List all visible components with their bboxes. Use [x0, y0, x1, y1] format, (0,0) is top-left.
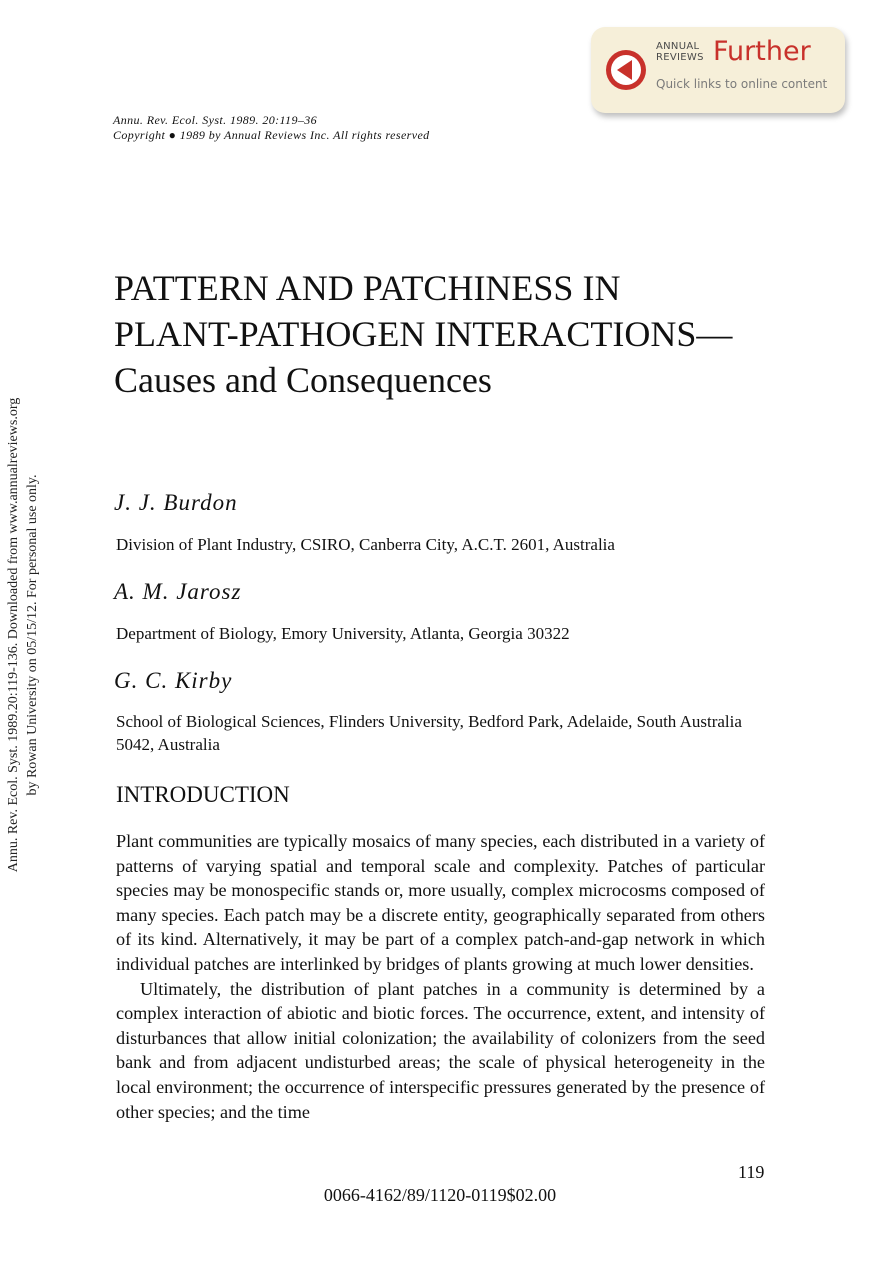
author-name: A. M. Jarosz: [114, 579, 242, 604]
further-title: Further: [713, 36, 811, 67]
brand-line2: REVIEWS: [656, 52, 704, 63]
author-affiliation: Department of Biology, Emory University, Atlanta, Georgia 30322: [116, 624, 570, 643]
left-arrow-circle-icon: [605, 49, 647, 91]
further-tagline: Quick links to online content: [656, 77, 828, 91]
download-note-line2: by Rowan University on 05/15/12. For personal use only.: [25, 474, 40, 796]
further-badge[interactable]: [591, 27, 845, 113]
body-text: [116, 829, 765, 1124]
author-name: J. J. Burdon: [114, 490, 238, 515]
section-heading: INTRODUCTION: [116, 782, 290, 807]
journal-reference: [113, 113, 430, 143]
download-note: [4, 345, 42, 925]
download-note-line1: Annu. Rev. Ecol. Syst. 1989.20:119-136. Downloaded from www.annualreviews.org: [6, 397, 21, 873]
page-number: 119: [738, 1162, 765, 1182]
author-affiliation: Division of Plant Industry, CSIRO, Canberra City, A.C.T. 2601, Australia: [116, 535, 615, 554]
paragraph: Ultimately, the distribution of plant patches in a community is determined by a complex interaction of abiotic and biotic forces. The occurrence, extent, and intensity of disturbances that allow initial colonization; the availability of colonizers from the seed bank and from adjacent undisturbed areas; the scale of physical heterogeneity in the local environment; the occurrence of interspecific pressures generated by the presence of other species; and the time: [116, 978, 765, 1122]
author-name: G. C. Kirby: [114, 668, 233, 693]
brand-line1: ANNUAL: [656, 41, 700, 52]
article-code: 0066-4162/89/1120-0119$02.00: [323, 1185, 557, 1205]
brand-text: [656, 41, 704, 63]
article-title: PATTERN AND PATCHINESS IN PLANT-PATHOGEN INTERACTIONS—Causes and Consequences: [114, 268, 733, 400]
journal-citation: Annu. Rev. Ecol. Syst. 1989. 20:119–36: [113, 113, 318, 127]
paragraph: Plant communities are typically mosaics of many species, each distributed in a variety of patterns of varying spatial and temporal scale and complexity. Patches of particular species may be monospecific stands or, more usually, complex microcosms composed of many species. Each patch may be a discrete entity, geographically separated from others of its kind. Alternatively, it may be part of a complex patch-and-gap network in which individual patches are interlinked by bridges of plants growing at much lower densities.: [116, 831, 765, 974]
author-affiliation: School of Biological Sciences, Flinders University, Bedford Park, Adelaide, South Australia 5042, Australia: [116, 712, 742, 754]
journal-copyright: Copyright ● 1989 by Annual Reviews Inc. All rights reserved: [113, 128, 430, 142]
